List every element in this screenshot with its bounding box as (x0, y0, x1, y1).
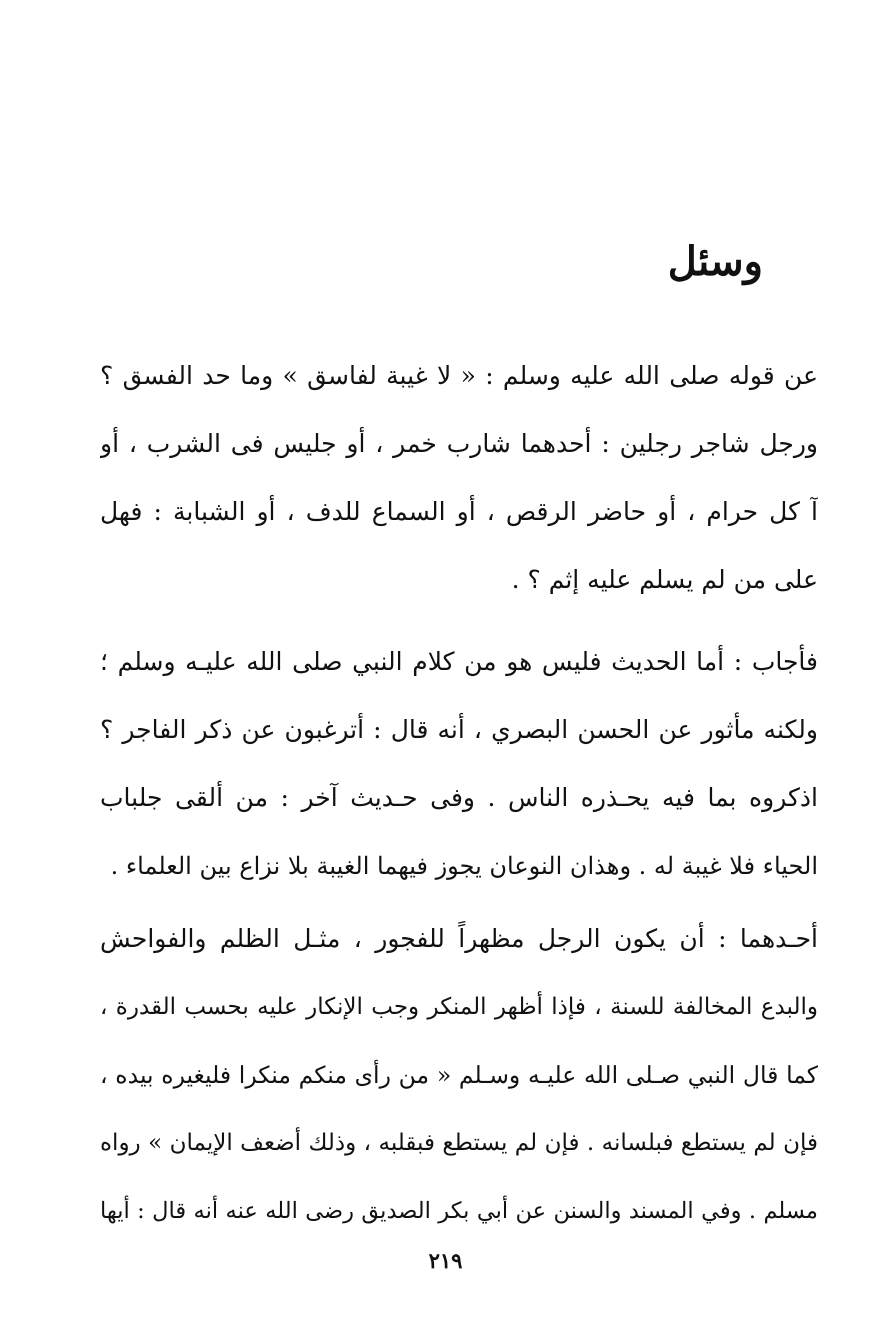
text-line: آ كل حرام ، أو حاضر الرقص ، أو السماع للدف ، أو الشبابة : فهل (100, 497, 818, 526)
text-line: أحـدهما : أن يكون الرجل مظهراً للفجور ، مثـل الظلم والفواحش (100, 924, 818, 953)
first-type-paragraph (100, 905, 818, 1245)
text-line: على من لم يسلم عليه إثم ؟ . (511, 565, 818, 594)
text-line: ورجل شاجر رجلين : أحدهما شارب خمر ، أو جليس فى الشرب ، أو (100, 429, 818, 458)
text-line: مسلم . وفي المسند والسنن عن أبي بكر الصديق رضى الله عنه أنه قال : أيها (100, 1198, 818, 1224)
text-line: كما قال النبي صـلى الله عليـه وسـلم « من رأى منكم منكرا فليغيره بيده ، (100, 1061, 818, 1089)
question-paragraph (100, 342, 818, 614)
section-heading: وسئل (667, 238, 763, 285)
answer-paragraph (100, 628, 818, 900)
text-line: والبدع المخالفة للسنة ، فإذا أظهر المنكر وجب الإنكار عليه بحسب القدرة ، (100, 994, 818, 1020)
text-line: عن قوله صلى الله عليه وسلم : « لا غيبة لفاسق » وما حد الفسق ؟ (100, 361, 818, 390)
text-line: ولكنه مأثور عن الحسن البصري ، أنه قال : أترغبون عن ذكر الفاجر ؟ (100, 715, 818, 744)
text-line: اذكروه بما فيه يحـذره الناس . وفى حـديث آخر : من ألقى جلباب (100, 783, 818, 812)
text-line: فإن لم يستطع فبلسانه . فإن لم يستطع فبقلبه ، وذلك أضعف الإيمان » رواه (100, 1130, 818, 1156)
text-line: فأجاب : أما الحديث فليس هو من كلام النبي صلى الله عليـه وسلم ؛ (100, 647, 818, 676)
text-line: الحياء فلا غيبة له . وهذان النوعان يجوز فيهما الغيبة بلا نزاع بين العلماء . (110, 852, 818, 880)
page-number: ٢١٩ (428, 1248, 463, 1273)
